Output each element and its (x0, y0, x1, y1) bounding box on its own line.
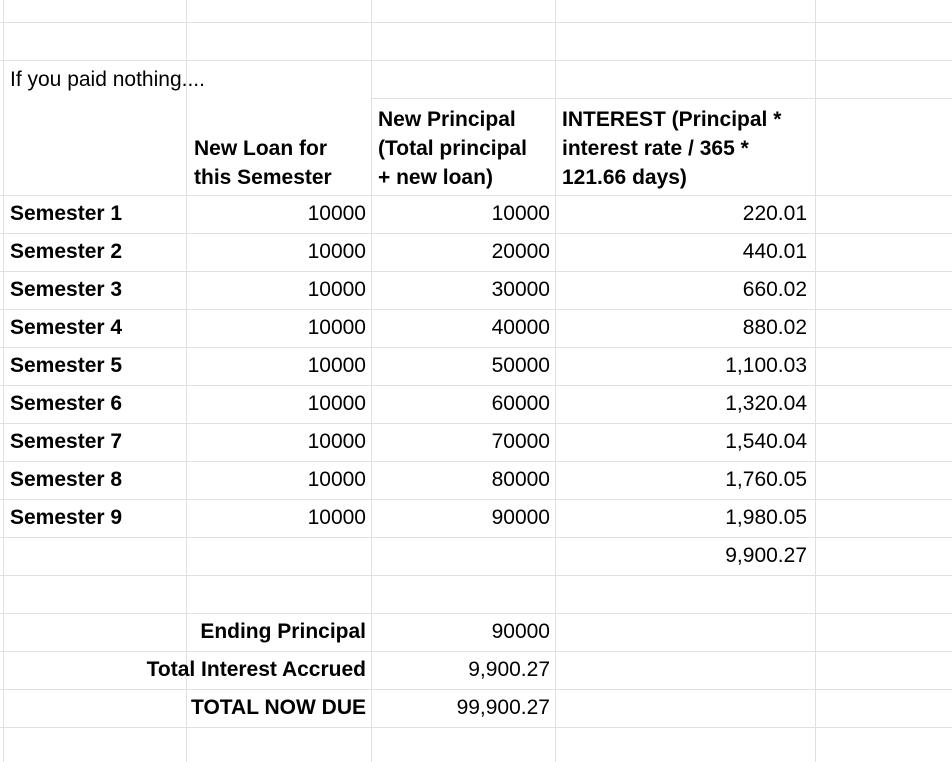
row-label[interactable]: Semester 2 (10, 240, 123, 263)
header-line: 121.66 days) (562, 166, 687, 189)
cell-principal[interactable]: 90000 (491, 506, 550, 529)
header-line: interest rate / 365 * (562, 137, 749, 160)
header-new-loan[interactable] (194, 134, 369, 192)
cell-principal[interactable]: 60000 (491, 392, 550, 415)
cell-new-loan[interactable]: 10000 (307, 316, 366, 339)
cell-principal[interactable]: 10000 (491, 202, 550, 225)
cell-interest[interactable]: 440.01 (742, 240, 807, 263)
header-line: this Semester (194, 166, 332, 189)
grid-row-line (0, 689, 952, 690)
cell-new-loan[interactable]: 10000 (307, 392, 366, 415)
cell-new-loan[interactable]: 10000 (307, 430, 366, 453)
cell-principal[interactable]: 50000 (491, 354, 550, 377)
row-label[interactable]: Semester 6 (10, 392, 123, 415)
cell-new-loan[interactable]: 10000 (307, 240, 366, 263)
cell-interest[interactable]: 1,320.04 (725, 392, 807, 415)
grid-row-line (0, 195, 952, 196)
grid-row-line (0, 271, 952, 272)
grid-row-line (0, 537, 952, 538)
cell-interest-total[interactable]: 9,900.27 (725, 544, 807, 567)
summary-value[interactable]: 9,900.27 (468, 658, 550, 681)
header-line: (Total principal (378, 137, 527, 160)
grid-row-line (0, 309, 952, 310)
grid-row-line (371, 98, 952, 99)
grid-row-line (0, 423, 952, 424)
row-label[interactable]: Semester 7 (10, 430, 123, 453)
grid-column-line (186, 0, 187, 762)
grid-row-line (0, 613, 952, 614)
grid-row-line (0, 385, 952, 386)
cell-interest[interactable]: 1,980.05 (725, 506, 807, 529)
grid-column-line (555, 0, 556, 762)
grid-row-line (0, 461, 952, 462)
summary-label[interactable]: Ending Principal (200, 620, 366, 643)
cell-interest[interactable]: 1,540.04 (725, 430, 807, 453)
cell-new-loan[interactable]: 10000 (307, 506, 366, 529)
cell-principal[interactable]: 20000 (491, 240, 550, 263)
grid-row-line (0, 499, 952, 500)
row-label[interactable]: Semester 9 (10, 506, 123, 529)
cell-new-loan[interactable]: 10000 (307, 278, 366, 301)
cell-principal[interactable]: 80000 (491, 468, 550, 491)
cell-interest[interactable]: 1,100.03 (725, 354, 807, 377)
row-label[interactable]: Semester 8 (10, 468, 123, 491)
header-line: New Loan for (194, 137, 328, 160)
summary-value[interactable]: 90000 (491, 620, 550, 643)
summary-value[interactable]: 99,900.27 (456, 696, 550, 719)
cell-new-loan[interactable]: 10000 (307, 468, 366, 491)
header-new-principal[interactable] (378, 105, 553, 192)
note-cell[interactable]: If you paid nothing.... (10, 68, 205, 91)
header-interest[interactable] (562, 105, 814, 192)
cell-principal[interactable]: 30000 (491, 278, 550, 301)
grid-column-line (371, 0, 372, 762)
cell-interest[interactable]: 660.02 (742, 278, 807, 301)
grid-column-line (815, 0, 816, 762)
grid-row-line (0, 727, 952, 728)
grid-row-line (0, 347, 952, 348)
cell-new-loan[interactable]: 10000 (307, 354, 366, 377)
header-line: INTEREST (Principal * (562, 108, 782, 131)
row-label[interactable]: Semester 1 (10, 202, 123, 225)
grid-row-line (0, 651, 952, 652)
header-line: New Principal (378, 108, 516, 131)
cell-new-loan[interactable]: 10000 (307, 202, 366, 225)
row-label[interactable]: Semester 3 (10, 278, 123, 301)
cell-principal[interactable]: 40000 (491, 316, 550, 339)
row-label[interactable]: Semester 4 (10, 316, 123, 339)
grid-column-line (3, 0, 4, 762)
row-label[interactable]: Semester 5 (10, 354, 123, 377)
grid-row-line (0, 22, 952, 23)
grid-row-line (0, 60, 952, 61)
header-line: + new loan) (378, 166, 493, 189)
grid-row-line (0, 575, 952, 576)
cell-interest[interactable]: 1,760.05 (725, 468, 807, 491)
cell-interest[interactable]: 880.02 (742, 316, 807, 339)
cell-principal[interactable]: 70000 (491, 430, 550, 453)
summary-label[interactable]: TOTAL NOW DUE (191, 696, 366, 719)
summary-label[interactable]: Total Interest Accrued (146, 658, 366, 681)
cell-interest[interactable]: 220.01 (742, 202, 807, 225)
grid-row-line (0, 233, 952, 234)
